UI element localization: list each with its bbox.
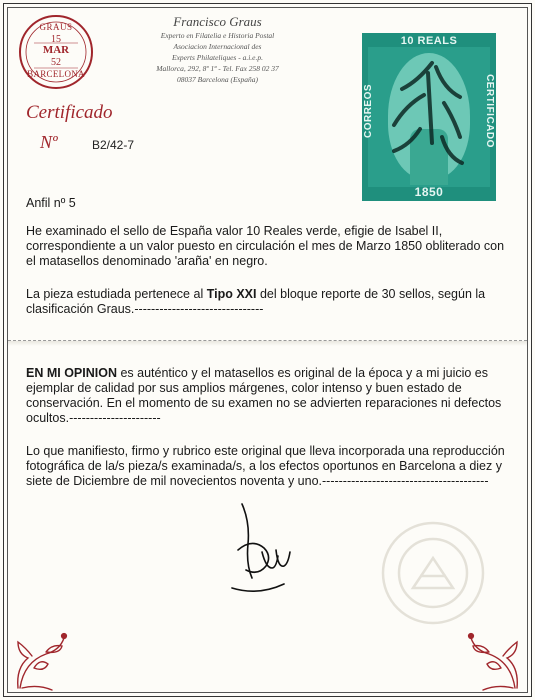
- fold-line: [8, 340, 527, 341]
- certificate-number: B2/42-7: [92, 138, 135, 152]
- arana-cancellation-icon: [362, 33, 496, 201]
- expert-name: Francisco Graus: [173, 14, 262, 29]
- postmark-day: 15: [51, 34, 61, 45]
- type-designation: Tipo XXI: [206, 287, 257, 301]
- declaration-paragraph: Lo que manifiesto, firmo y rubrico este original que lleva incorporada una reproducción fotográfica de la/s pieza/s examinada/s, a los efectos oportunos en Barcelona a diez y siete de Diciembre de mil novecientos noventa y uno.----------------------------------------: [26, 444, 505, 488]
- postmark-city-bottom: BARCELONA: [27, 69, 85, 79]
- type-paragraph: [26, 287, 516, 317]
- stamp-10-reales: [362, 33, 496, 201]
- certificate-title: Certificado: [26, 102, 113, 123]
- ornament-left-icon: [12, 622, 70, 692]
- postmark-year: 52: [51, 57, 61, 68]
- opinion-text: es auténtico y el matasellos es original de la época y a mi juicio es ejemplar de calidad por sus amplios márgenes, color intenso y buen estado de conservación. En el momento de su examen no se advierten reparaciones ni defectos ocultos.----------------------: [26, 366, 502, 425]
- stamp-correos-text: CORREOS: [363, 83, 374, 139]
- embossed-seal-icon: [378, 518, 488, 628]
- stamp-certificado-text: CERTIFICADO: [484, 74, 495, 148]
- type-paragraph-rest: del bloque reporte de 30 sellos, según la clasificación Graus.-------------------------------: [26, 287, 486, 316]
- letterhead-line-3: Experts Philateliques - a.i.e.p.: [171, 53, 264, 62]
- letterhead: [100, 14, 335, 85]
- handwritten-signature-icon: [228, 500, 298, 600]
- examination-paragraph: He examinado el sello de España valor 10 Reales verde, efigie de Isabel II, correspondiente a un valor puesto en circulación el mes de Marzo 1850 obliterado con el matasellos denominado 'araña' en negro.: [26, 224, 505, 268]
- letterhead-line-4: Mallorca, 292, 8º 1ª - Tel. Fax 258 02 37: [156, 64, 279, 73]
- graus-postmark: [16, 12, 96, 92]
- letterhead-line-1: Experto en Filatelia e Historia Postal: [160, 31, 275, 40]
- stamp-photo: [362, 33, 496, 201]
- fold-shadow: [8, 341, 527, 346]
- type-paragraph-intro: La pieza estudiada pertenece al: [26, 287, 207, 301]
- ornament-right-icon: [465, 622, 523, 692]
- stamp-value-text: 10 REALS: [400, 35, 458, 47]
- opinion-heading: EN MI OPINION: [26, 366, 117, 380]
- stamp-year-text: 1850: [414, 185, 444, 199]
- postmark-city-top: GRAUS: [39, 22, 73, 32]
- opinion-paragraph: [26, 366, 516, 426]
- anfil-reference: Anfil nº 5: [26, 196, 76, 210]
- postmark-month: MAR: [42, 44, 70, 56]
- letterhead-line-5: 08037 Barcelona (España): [177, 75, 258, 84]
- letterhead-line-2: Asociacion Internacional des: [173, 42, 262, 51]
- certificate-number-label: Nº: [40, 132, 58, 152]
